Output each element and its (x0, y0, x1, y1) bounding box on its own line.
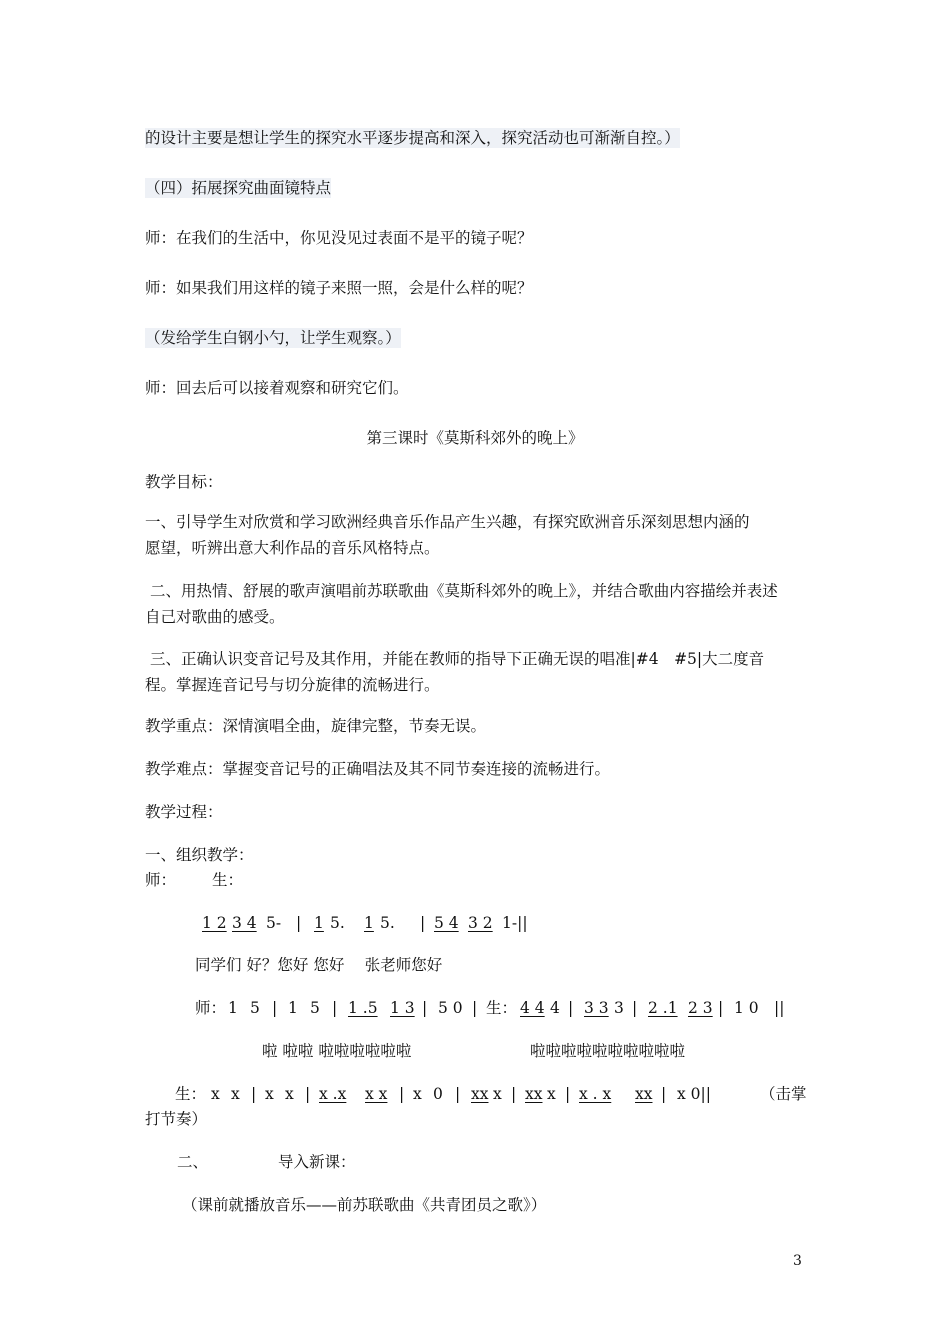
section-number: 二、 (177, 1153, 209, 1171)
barline: | (422, 999, 428, 1017)
lyrics-line: 啦 啦啦 啦啦啦啦啦啦 (262, 1042, 412, 1060)
note: x (413, 1085, 422, 1103)
notation-line (195, 998, 794, 1018)
note: x (493, 1085, 502, 1103)
text-line: （发给学生白钢小勺，让学生观察。） (145, 329, 401, 347)
text-line: 教学难点：掌握变音记号的正确唱法及其不同节奏连接的流畅进行。 (145, 760, 611, 778)
section-heading: 教学目标： (145, 473, 223, 491)
note-group: 1 3 (390, 999, 415, 1017)
barline: | (472, 999, 478, 1017)
note-group: 4 4 (520, 999, 545, 1017)
text-line: 师：如果我们用这样的镜子来照一照，会是什么样的呢？ (145, 279, 533, 297)
note-group: xx (471, 1085, 489, 1103)
text-line: 愿望，听辨出意大利作品的音乐风格特点。 (145, 539, 440, 557)
lyrics-line: 同学们 好？您好 您好 张老师您好 (195, 956, 443, 974)
barline: | (511, 1085, 517, 1103)
note-group: 5. (380, 914, 395, 932)
text-line: （击掌 (760, 1085, 807, 1103)
note: x (547, 1085, 556, 1103)
note-group: xx (635, 1085, 653, 1103)
note-group: 1 0 (734, 999, 759, 1017)
barline: | (661, 1085, 667, 1103)
note-group: 2 .1 (648, 999, 678, 1017)
text-line: 教学重点：深情演唱全曲，旋律完整，节奏无误。 (145, 717, 487, 735)
note: x (285, 1085, 294, 1103)
note-group: 3 4 (232, 914, 257, 932)
speaker-label: 师： (195, 999, 227, 1017)
barline: | (718, 999, 724, 1017)
note: 5 (250, 999, 260, 1017)
note-group: 5 0 (438, 999, 463, 1017)
note: 1 (288, 999, 298, 1017)
barline: | (332, 999, 338, 1017)
note-group: x 0|| (677, 1085, 711, 1103)
text-line: 三、正确认识变音记号及其作用，并能在教师的指导下正确无误的唱准|#4 #5|大二度音 (150, 650, 765, 668)
note-group: 1-|| (502, 914, 528, 932)
note-group: 1 2 (202, 914, 227, 932)
text-line: 一、引导学生对欣赏和学习欧洲经典音乐作品产生兴趣，有探究欧洲音乐深刻思想内涵的 (145, 513, 750, 531)
barline: | (632, 999, 638, 1017)
note-group: 1 (314, 914, 324, 932)
note-group: 5. (330, 914, 345, 932)
barline: | (251, 1085, 257, 1103)
note: x (211, 1085, 220, 1103)
note-group: 5- (266, 914, 282, 932)
note-group: 1 .5 (348, 999, 378, 1017)
speaker-label: 师： (145, 871, 177, 889)
speaker-label: 生： (212, 871, 244, 889)
note-group: xx (525, 1085, 543, 1103)
lesson-title: 第三课时《莫斯科郊外的晚上》 (366, 429, 584, 447)
barline: | (568, 999, 574, 1017)
page-number: 3 (793, 1253, 802, 1269)
note-group: x .x (319, 1085, 347, 1103)
note: x (231, 1085, 240, 1103)
text-line: 师：回去后可以接着观察和研究它们。 (145, 379, 409, 397)
barline: | (272, 999, 278, 1017)
text-line: 程。掌握连音记号与切分旋律的流畅进行。 (145, 676, 440, 694)
notation-line (175, 1084, 727, 1104)
note-group: 3 3 (584, 999, 609, 1017)
note: 3 (614, 999, 624, 1017)
barline: | (565, 1085, 571, 1103)
note-group: x x (365, 1085, 388, 1103)
barline: | (420, 914, 426, 932)
note-group: 5 4 (434, 914, 459, 932)
lyrics-line: 啦啦啦啦啦啦啦啦啦啦 (530, 1042, 686, 1060)
note-group: 3 2 (468, 914, 493, 932)
text-line: 自己对歌曲的感受。 (145, 608, 285, 626)
notation-line (202, 913, 534, 933)
note-group: x . x (579, 1085, 612, 1103)
section-heading: 教学过程： (145, 803, 223, 821)
section-heading: （四）拓展探究曲面镜特点 (145, 179, 332, 197)
note: 4 (550, 999, 560, 1017)
section-heading: 导入新课： (278, 1153, 356, 1171)
barline: | (296, 914, 302, 932)
text-line: 打节奏） (145, 1110, 208, 1128)
note: 1 (228, 999, 238, 1017)
section-heading: 一、组织教学： (145, 846, 254, 864)
note: x (265, 1085, 274, 1103)
barline: | (455, 1085, 461, 1103)
note-group: 2 3 (688, 999, 713, 1017)
note: 5 (310, 999, 320, 1017)
barline: || (774, 999, 785, 1017)
text-line: 师：在我们的生活中，你见没见过表面不是平的镜子呢？ (145, 229, 533, 247)
barline: | (399, 1085, 405, 1103)
speaker-label: 生： (175, 1085, 207, 1103)
barline: | (305, 1085, 311, 1103)
text-line: 的设计主要是想让学生的探究水平逐步提高和深入，探究活动也可渐渐自控。） (145, 129, 680, 147)
note: 0 (433, 1085, 443, 1103)
note-group: 1 (364, 914, 374, 932)
text-line: （课前就播放音乐——前苏联歌曲《共青团员之歌》） (182, 1196, 547, 1214)
text-line: 二、用热情、舒展的歌声演唱前苏联歌曲《莫斯科郊外的晚上》，并结合歌曲内容描绘并表述 (150, 582, 778, 600)
speaker-label: 生： (486, 999, 518, 1017)
